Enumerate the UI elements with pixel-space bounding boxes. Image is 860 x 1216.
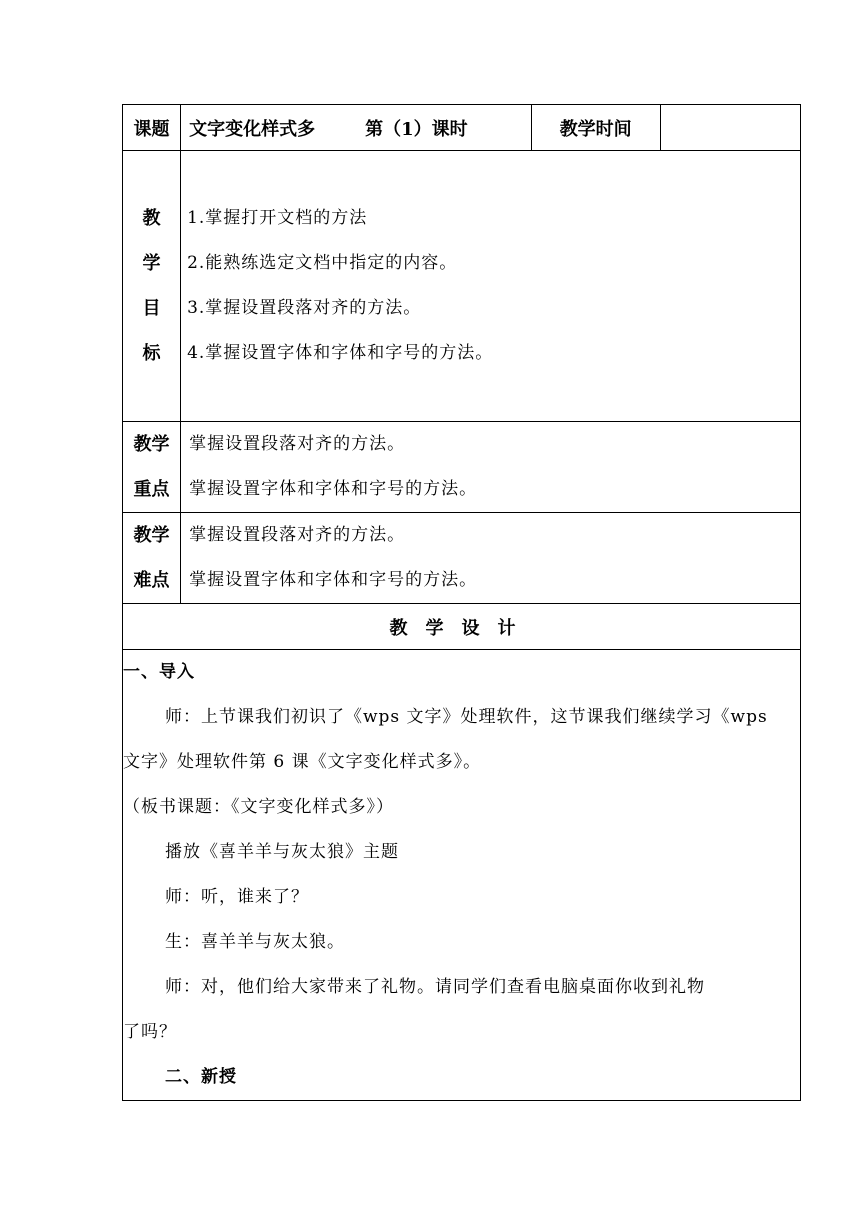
subject-label: 课题 [123, 105, 181, 151]
lesson-title: 文字变化样式多 [189, 118, 316, 140]
goals-label-char: 学 [142, 253, 161, 274]
goals-label [123, 196, 180, 376]
difficulty-line: 掌握设置段落对齐的方法。 [189, 525, 406, 545]
key-points-label [123, 422, 181, 513]
difficulties-content [181, 513, 801, 604]
difficulties-row [123, 513, 801, 604]
header-row [123, 105, 801, 151]
goals-label-char: 标 [142, 343, 161, 364]
design-heading: 教学设计 [123, 604, 801, 650]
section-title-new-lesson: 二、新授 [165, 1067, 237, 1087]
goal-item: 4.掌握设置字体和字体和字号的方法。 [187, 343, 494, 363]
goals-row [123, 151, 801, 422]
dialogue-line: 师：听，谁来了？ [165, 887, 309, 907]
goals-list [181, 196, 800, 376]
key-point-line: 掌握设置字体和字体和字号的方法。 [189, 479, 478, 499]
difficulties-label-line: 教学 [133, 525, 170, 546]
section-title-intro: 一、导入 [123, 662, 195, 682]
goal-item: 3.掌握设置段落对齐的方法。 [187, 298, 422, 318]
difficulties-label-line: 难点 [133, 570, 170, 591]
paragraph-line: 文字》处理软件第 6 课《文字变化样式多》。 [123, 752, 482, 772]
lesson-plan-table [122, 104, 801, 1101]
board-note: （板书课题：《文字变化样式多》） [123, 797, 394, 817]
paragraph-line: 播放《喜羊羊与灰太狼》主题 [165, 842, 399, 862]
design-body [123, 650, 801, 1101]
key-point-line: 掌握设置段落对齐的方法。 [189, 434, 406, 454]
difficulties-label [123, 513, 181, 604]
difficulty-line: 掌握设置字体和字体和字号的方法。 [189, 570, 478, 590]
key-points-row [123, 422, 801, 513]
goal-item: 2.能熟练选定文档中指定的内容。 [187, 253, 458, 273]
lesson-title-cell [181, 105, 532, 151]
dialogue-line: 了吗？ [123, 1022, 177, 1042]
teaching-time-value [660, 105, 800, 151]
lesson-period: 第（1）课时 [365, 118, 468, 140]
key-points-label-line: 重点 [133, 479, 170, 500]
goals-label-cell [123, 151, 181, 422]
dialogue-line: 生：喜羊羊与灰太狼。 [165, 932, 345, 952]
key-points-label-line: 教学 [133, 434, 170, 455]
paragraph-line: 师：上节课我们初识了《wps 文字》处理软件，这节课我们继续学习《wps [165, 707, 768, 727]
dialogue-line: 师：对，他们给大家带来了礼物。请同学们查看电脑桌面你收到礼物 [165, 977, 705, 997]
goals-label-char: 目 [142, 298, 161, 319]
design-heading-row [123, 604, 801, 650]
design-body-row [123, 650, 801, 1101]
teaching-time-label: 教学时间 [531, 105, 660, 151]
key-points-content [181, 422, 801, 513]
goals-label-char: 教 [142, 208, 161, 229]
goal-item: 1.掌握打开文档的方法 [187, 208, 368, 228]
goals-content-cell [181, 151, 801, 422]
